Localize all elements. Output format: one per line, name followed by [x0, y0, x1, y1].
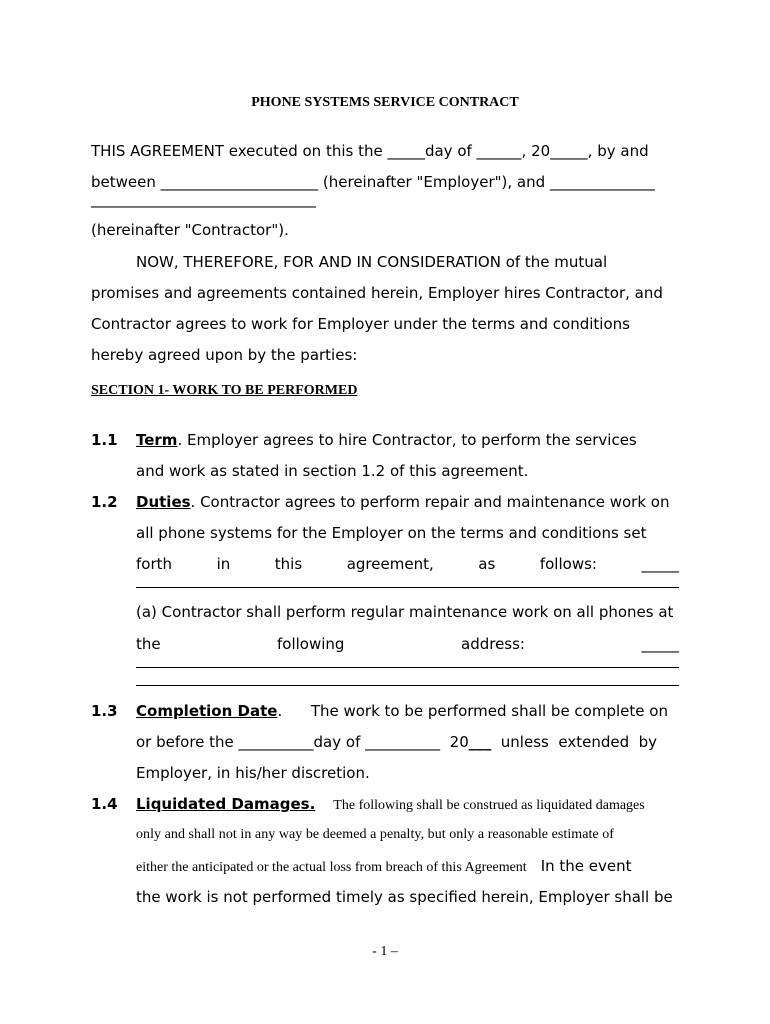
section-1-1-line-1 [136, 431, 637, 449]
section-1-3-left: or before the __________day of ____ [136, 733, 396, 751]
section-1-4-number: 1.4 [91, 795, 118, 813]
section-1-3-title: Completion Date [136, 702, 278, 720]
section-1-4-line-2: only and shall not in any way be deemed a penalty, but only a reasonable estimate of [136, 827, 614, 842]
section-1-2-a-line-1: (a) Contractor shall perform regular maintenance work on all phones at [136, 603, 674, 621]
section-1-1-title: Term [136, 431, 178, 449]
section-1-4-line-3 [136, 857, 632, 876]
section-1-4-title: Liquidated Damages. [136, 795, 316, 813]
section-1-4-serif-text: either the anticipated or the actual loss from breach of this Agreement [136, 860, 527, 875]
consideration-line-4: hereby agreed upon by the parties: [91, 346, 358, 364]
page-number: - 1 – [372, 944, 398, 959]
section-1-3-blank: ___ [468, 733, 492, 751]
section-1-2-number: 1.2 [91, 493, 118, 511]
section-1-2-title: Duties [136, 493, 191, 511]
justified-word: following [277, 635, 345, 653]
consideration-line-3: Contractor agrees to work for Employer under the terms and conditions [91, 315, 630, 333]
justified-word: as [478, 555, 496, 573]
section-1-1-line-2: and work as stated in section 1.2 of this agreement. [136, 462, 529, 480]
consideration-line-2: promises and agreements contained herein, Employer hires Contractor, and [91, 284, 663, 302]
section-1-3-text: . The work to be performed shall be complete on [277, 702, 668, 720]
blank-rule [136, 685, 679, 686]
justified-word: in [216, 555, 231, 573]
justified-word: address: [461, 635, 525, 653]
intro-line-1: THIS AGREEMENT executed on this the _____day of ______, 20_____, by and [91, 142, 649, 160]
section-1-4-line-4: the work is not performed timely as specified herein, Employer shall be [136, 888, 673, 906]
section-1-4-sans-text: In the event [540, 857, 632, 875]
section-1-2-line-1 [136, 493, 669, 511]
section-1-3-right: unless extended by [491, 733, 658, 751]
justified-word: forth [136, 555, 173, 573]
justified-word: agreement, [346, 555, 434, 573]
section-1-2-a-line-2 [136, 635, 679, 653]
intro-line-3: ______________________________ [91, 190, 316, 208]
justified-word: follows: [539, 555, 597, 573]
section-1-3-line-1 [136, 702, 668, 720]
justified-word: _____ [641, 635, 679, 653]
section-1-4-text: The following shall be construed as liquidated damages [333, 798, 645, 813]
section-1-heading: SECTION 1- WORK TO BE PERFORMED [91, 383, 358, 398]
section-1-3-line-3: Employer, in his/her discretion. [136, 764, 370, 782]
section-1-2-line-2: all phone systems for the Employer on the terms and conditions set [136, 524, 647, 542]
consideration-line-1: NOW, THEREFORE, FOR AND IN CONSIDERATION of the mutual [136, 253, 608, 271]
intro-line-2: between _____________________ (hereinafter "Employer"), and ______________ [91, 173, 655, 191]
section-1-3-number: 1.3 [91, 702, 118, 720]
section-1-1-text: . Employer agrees to hire Contractor, to perform the services [177, 431, 637, 449]
blank-rule [136, 667, 679, 668]
section-1-1-number: 1.1 [91, 431, 118, 449]
section-1-3-mid: ______ 20 [395, 733, 469, 751]
section-1-4-line-1 [136, 795, 645, 814]
justified-word: _____ [641, 555, 679, 573]
section-1-2-text: . Contractor agrees to perform repair and maintenance work on [190, 493, 670, 511]
justified-word: the [136, 635, 161, 653]
blank-rule [136, 587, 679, 588]
intro-line-4: (hereinafter "Contractor"). [91, 221, 289, 239]
section-1-2-line-3 [136, 555, 679, 573]
section-1-3-line-2 [136, 733, 657, 751]
justified-word: this [274, 555, 303, 573]
document-title: PHONE SYSTEMS SERVICE CONTRACT [251, 95, 519, 110]
